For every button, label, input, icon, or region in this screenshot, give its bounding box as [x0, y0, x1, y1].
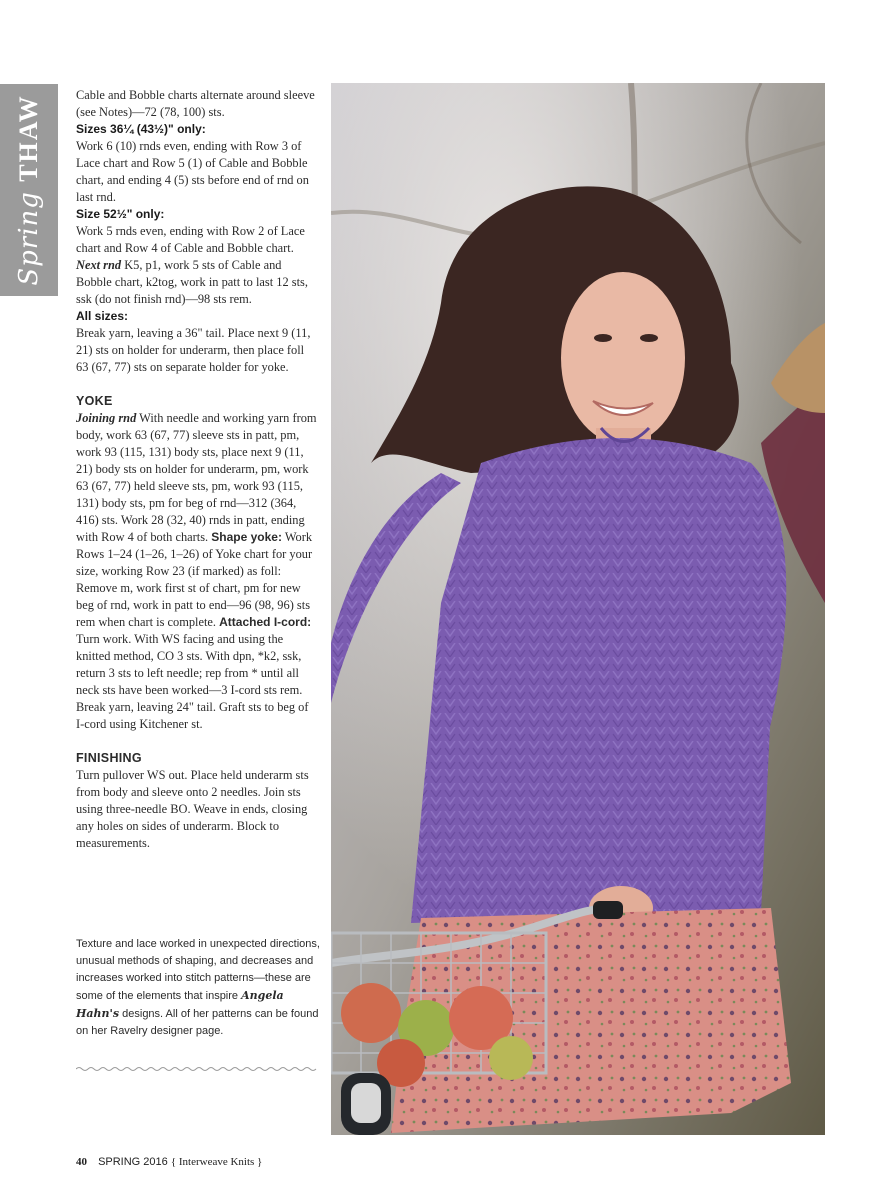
lead-shape-yoke: Shape yoke: — [211, 530, 282, 544]
heading-sizes-36-43: Sizes 36¼ (43½)" only: — [76, 122, 206, 136]
lead-attached-icord: Attached I-cord: — [219, 615, 312, 629]
section-tab-script: Spring — [14, 191, 44, 286]
lead-joining-rnd: Joining rnd — [76, 411, 137, 425]
lead-next-rnd: Next rnd — [76, 258, 122, 272]
paragraph-yoke — [76, 410, 318, 733]
paragraph-finishing: Turn pullover WS out. Place held underarm sts from body and sleeve onto 2 needles. Join sts using three-needle BO. Weave in ends, closing any holes on sides of underarm. Block to measurements. — [76, 768, 309, 850]
bio-text: Texture and lace worked in unexpected directions, unusual methods of shaping, and decreases and increases worked into stitch patterns—these are some of the elements that inspire — [76, 938, 320, 1002]
text-run: K5, p1, work 5 sts of Cable and Bobble chart, k2tog, work in patt to last 12 sts, ssk (do not finish rnd)—98 sts rem. — [76, 258, 308, 306]
paragraph-sleeve-sts: Cable and Bobble charts alternate around sleeve (see Notes)—72 (78, 100) sts. — [76, 88, 315, 119]
text-run: With needle and working yarn from body, work 63 (67, 77) sleeve sts in patt, pm, work 93 (115, 131) body sts, place next 9 (11, 21) body sts on holder for underarm, pm, work 63 (67, 77) held sleeve sts, pm, work 93 (115, 131) body sts, pm for beg of rnd—312 (364, 416) sts. Work 28 (32, 40) rnds in patt, ending with Row 4 of both charts. — [76, 411, 317, 544]
model-photo — [331, 83, 825, 1135]
section-tab-label — [14, 94, 44, 285]
designer-bio — [76, 936, 320, 1040]
bio-text: designs. All of her patterns can be found on her Ravelry designer page. — [76, 1008, 319, 1037]
text-run: Turn work. With WS facing and using the knitted method, CO 3 sts. With dpn, *k2, ssk, return 3 sts to left needle; rep from * until all neck sts have been worked—3 I-cord sts rem. Break yarn, leaving 24" tail. Graft sts to beg of I-cord using Kitchener st. — [76, 632, 309, 731]
heading-yoke: YOKE — [76, 394, 113, 408]
page-footer — [76, 1156, 262, 1168]
pattern-text-column — [76, 87, 318, 852]
heading-all-sizes: All sizes: — [76, 309, 129, 323]
text-run: Work Rows 1–24 (1–26, 1–26) of Yoke chart for your size, working Row 23 (if marked) as foll: Remove m, work first st of chart, pm for new beg of rnd, work in patt to end—96 (98, 96) sts rem when chart is complete. — [76, 530, 313, 629]
heading-size-52: Size 52½" only: — [76, 207, 165, 221]
model-photo-illustration — [331, 83, 825, 1135]
issue-label: SPRING 2016 — [98, 1156, 168, 1168]
section-tab-caps: THAW — [14, 94, 43, 182]
magazine-name: { Interweave Knits } — [170, 1156, 263, 1168]
heading-finishing: FINISHING — [76, 751, 142, 765]
section-tab — [0, 84, 58, 296]
text-run: Work 5 rnds even, ending with Row 2 of Lace chart and Row 4 of Cable and Bobble chart. — [76, 224, 305, 255]
paragraph-sizes-36-43: Work 6 (10) rnds even, ending with Row 3 of Lace chart and Row 5 (1) of Cable and Bobble chart, and ending 4 (5) sts before end of rnd on last rnd. — [76, 139, 309, 204]
paragraph-size-52 — [76, 223, 318, 308]
paragraph-all-sizes: Break yarn, leaving a 36" tail. Place next 9 (11, 21) sts on holder for underarm, then place foll 63 (67, 77) sts on separate holder for yoke. — [76, 326, 311, 374]
designer-name: Angela Hahn's — [76, 989, 284, 1020]
page-number: 40 — [76, 1156, 87, 1168]
wavy-divider — [76, 1064, 318, 1074]
